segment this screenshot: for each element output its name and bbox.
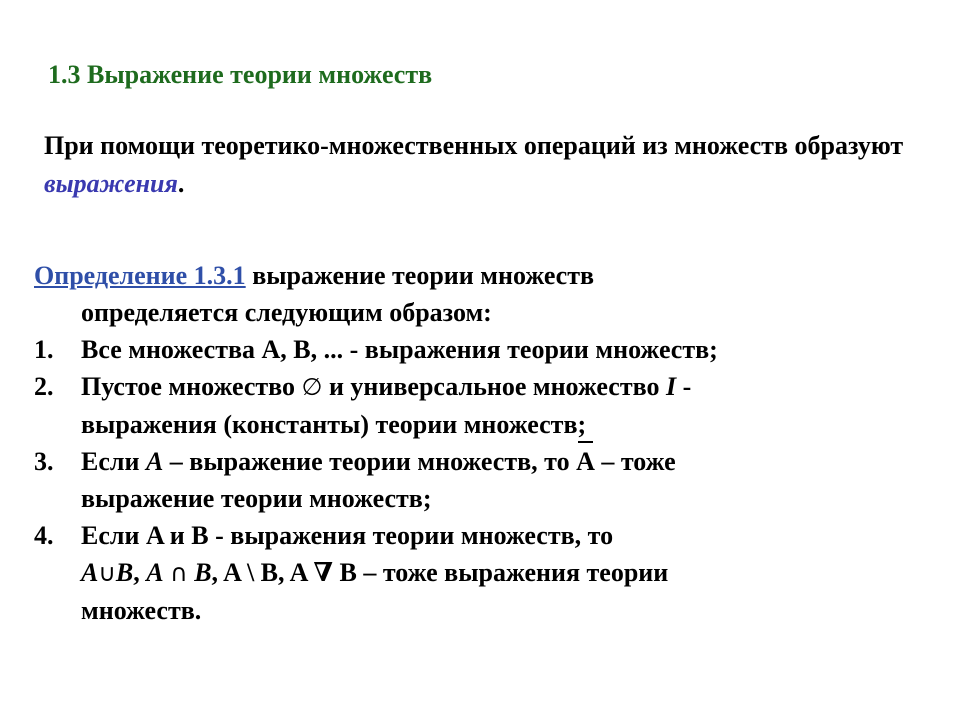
empty-set-symbol: ∅: [301, 373, 323, 401]
definition-heading-text: выражение теории множеств: [245, 261, 595, 290]
intersection-symbol: ∩: [170, 559, 188, 587]
variable-b: B: [115, 558, 134, 587]
item-line: выражение теории множеств;: [81, 484, 432, 513]
item-number: 3.: [34, 447, 54, 476]
definition-heading-line2: определяется следующим образом:: [81, 298, 492, 327]
item-line: [81, 372, 691, 401]
item-line: [81, 447, 676, 476]
definition-block: [34, 257, 934, 629]
variable-a: A: [145, 447, 164, 476]
complement-a: A: [576, 443, 595, 480]
list-item: [34, 368, 934, 443]
expression-line: [81, 558, 668, 587]
slide-title: 1.3 Выражение теории множеств: [48, 60, 433, 89]
intro-period: .: [177, 169, 185, 198]
item-text: – тоже: [594, 447, 676, 476]
list-item: [34, 331, 934, 368]
item-line: множеств.: [81, 596, 202, 625]
intro-text: При помощи теоретико-множественных операций из множеств образуют: [44, 131, 904, 160]
list-item: [34, 517, 934, 629]
item-body: [81, 517, 934, 629]
item-text: , A \ B, A ∇ B – тоже выражения теории: [211, 558, 669, 587]
intro-paragraph: [44, 127, 924, 203]
separator: ,: [133, 558, 147, 587]
item-text: -: [676, 372, 692, 401]
item-number: 2.: [34, 372, 54, 401]
definition-heading: [34, 257, 934, 294]
variable-a: A: [146, 558, 164, 587]
item-body: [81, 443, 934, 517]
definition-link[interactable]: Определение 1.3.1: [34, 261, 246, 290]
item-number: 1.: [34, 335, 54, 364]
variable-a: A: [81, 558, 99, 587]
variable-b: B: [194, 558, 212, 587]
item-text: и универсальное множество: [322, 372, 666, 401]
intro-term: выражения: [44, 169, 178, 198]
item-text: – выражение теории множеств, то: [163, 447, 577, 476]
item-text: Если: [81, 447, 146, 476]
item-line: Если A и B - выражения теории множеств, то: [81, 521, 614, 550]
union-symbol: ∪: [98, 559, 116, 587]
item-line: выражения (константы) теории множеств;: [81, 410, 587, 439]
list-item: [34, 443, 934, 517]
item-text: Все множества A, B, ... - выражения теории множеств;: [81, 335, 718, 364]
item-text: Пустое множество: [81, 372, 302, 401]
item-number: 4.: [34, 521, 54, 550]
item-body: [81, 368, 934, 443]
universal-set-symbol: I: [665, 372, 677, 401]
